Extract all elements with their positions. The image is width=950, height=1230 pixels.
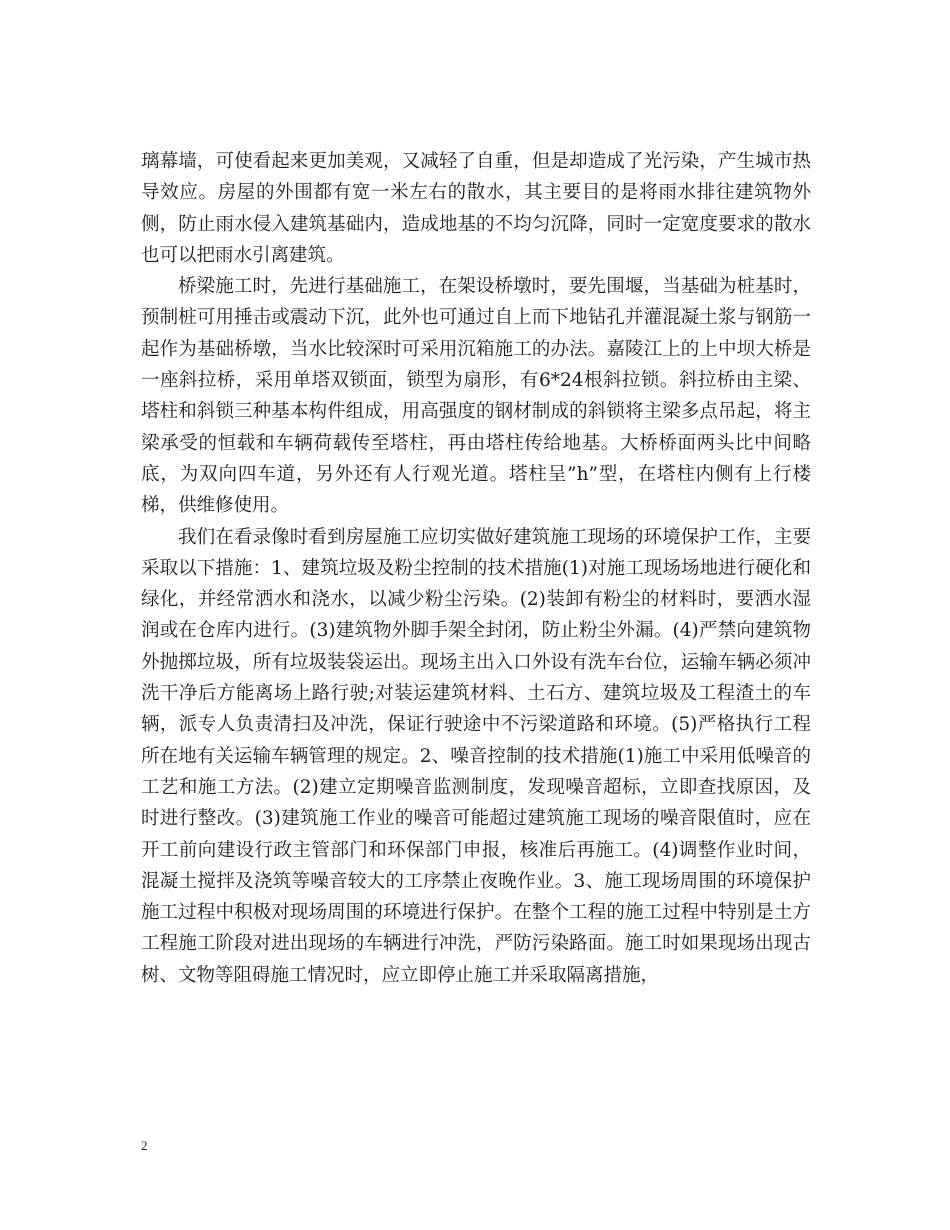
document-body	[141, 146, 811, 991]
paragraph-bridge-construction: 桥梁施工时，先进行基础施工，在架设桥墩时，要先围堰，当基础为桩基时，预制桩可用捶击或震动下沉，此外也可通过自上而下地钻孔并灌混凝土浆与钢筋一起作为基础桥墩，当水比较深时可采用沉箱施工的办法。嘉陵江上的上中坝大桥是一座斜拉桥，采用单塔双锁面，锁型为扇形，有6*24根斜拉锁。斜拉桥由主梁、塔柱和斜锁三种基本构件组成，用高强度的钢材制成的斜锁将主梁多点吊起，将主梁承受的恒载和车辆荷载传至塔柱，再由塔柱传给地基。大桥桥面两头比中间略底，为双向四车道，另外还有人行观光道。塔柱呈”h”型，在塔柱内侧有上行楼梯，供维修使用。	[141, 276, 811, 517]
paragraph-environmental-protection: 我们在看录像时看到房屋施工应切实做好建筑施工现场的环境保护工作，主要采取以下措施：1、建筑垃圾及粉尘控制的技术措施(1)对施工现场场地进行硬化和绿化，并经常洒水和浇水，以减少粉尘污染。(2)装卸有粉尘的材料时，要洒水湿润或在仓库内进行。(3)建筑物外脚手架全封闭，防止粉尘外漏。(4)严禁向建筑物外抛掷垃圾，所有垃圾装袋运出。现场主出入口外设有洗车台位，运输车辆必须冲洗干净后方能离场上路行驶;对装运建筑材料、土石方、建筑垃圾及工程渣土的车辆，派专人负责清扫及冲洗，保证行驶途中不污梁道路和环境。(5)严格执行工程所在地有关运输车辆管理的规定。2、噪音控制的技术措施(1)施工中采用低噪音的工艺和施工方法。(2)建立定期噪音监测制度，发现噪音超标，立即查找原因，及时进行整改。(3)建筑施工作业的噪音可能超过建筑施工现场的噪音限值时，应在开工前向建设行政主管部门和环保部门申报，核准后再施工。(4)调整作业时间，混凝土搅拌及浇筑等噪音较大的工序禁止夜晚作业。3、施工现场周围的环境保护施工过程中积极对现场周围的环境进行保护。在整个工程的施工过程中特别是土方工程施工阶段对进出现场的车辆进行冲洗，严防污染路面。施工时如果现场出现古树、文物等阻碍施工情况时，应立即停止施工并采取隔离措施，	[141, 526, 811, 986]
page-number: 2	[141, 1138, 148, 1153]
paragraph-continuation: 璃幕墙，可使看起来更加美观，又减轻了自重，但是却造成了光污染，产生城市热导效应。房屋的外围都有宽一米左右的散水，其主要目的是将雨水排往建筑物外侧，防止雨水侵入建筑基础内，造成地基的不均匀沉降，同时一定宽度要求的散水也可以把雨水引离建筑。	[141, 151, 811, 266]
